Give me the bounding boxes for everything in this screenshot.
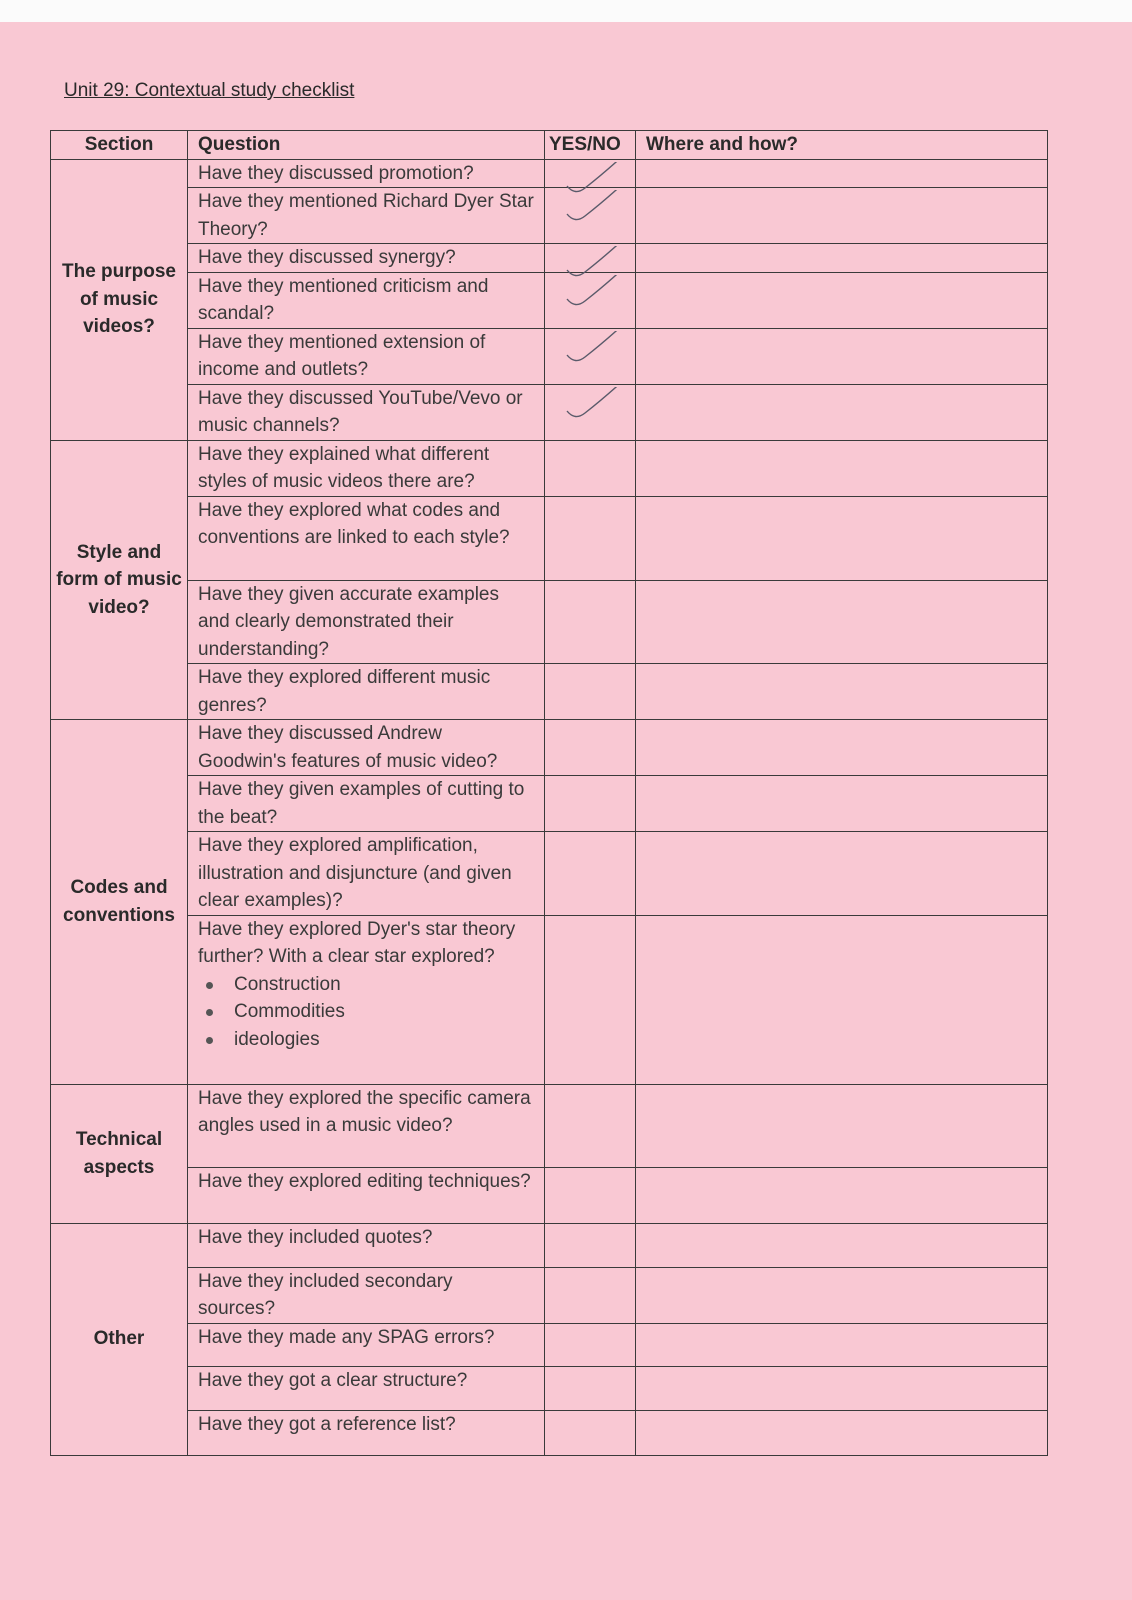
question-cell [188, 384, 545, 440]
section-label: Codes and conventions [51, 720, 188, 1085]
question-cell [188, 1410, 545, 1455]
table-row [51, 720, 1048, 776]
table-row [51, 580, 1048, 664]
question-text: Have they included secondary sources? [198, 1270, 453, 1319]
question-text: Have they explored different music genres? [198, 667, 491, 716]
where-how-cell[interactable] [636, 440, 1048, 496]
question-text: Have they explored editing techniques? [198, 1170, 531, 1192]
where-how-cell[interactable] [636, 1366, 1048, 1410]
table-row [51, 664, 1048, 720]
yesno-cell[interactable] [545, 1410, 636, 1455]
question-cell [188, 1167, 545, 1223]
question-text: Have they discussed Andrew Goodwin's features of music video? [198, 723, 498, 772]
question-cell [188, 664, 545, 720]
question-text: Have they given examples of cutting to the beat? [198, 779, 525, 828]
yesno-cell[interactable] [545, 915, 636, 1084]
where-how-cell[interactable] [636, 1323, 1048, 1366]
where-how-cell[interactable] [636, 244, 1048, 273]
handwritten-tick-icon [555, 331, 635, 385]
where-how-cell[interactable] [636, 328, 1048, 384]
table-row [51, 1267, 1048, 1323]
question-cell [188, 159, 545, 188]
where-how-cell[interactable] [636, 188, 1048, 244]
section-label: Style and form of music video? [51, 440, 188, 720]
section-label: The purpose of music videos? [51, 159, 188, 440]
yesno-cell[interactable] [545, 832, 636, 916]
bullet-item: Construction [224, 971, 534, 999]
bullet-item: ideologies [224, 1026, 534, 1054]
bullet-item: Commodities [224, 998, 534, 1026]
where-how-cell[interactable] [636, 496, 1048, 580]
yesno-cell[interactable] [545, 272, 636, 328]
where-how-cell[interactable] [636, 664, 1048, 720]
yesno-cell[interactable] [545, 776, 636, 832]
yesno-cell[interactable] [545, 244, 636, 273]
question-text: Have they mentioned Richard Dyer Star Theory? [198, 191, 534, 240]
checklist-table [50, 130, 1048, 1456]
question-text: Have they mentioned extension of income and outlets? [198, 331, 486, 380]
question-cell [188, 328, 545, 384]
question-cell [188, 1366, 545, 1410]
question-cell [188, 440, 545, 496]
table-row [51, 384, 1048, 440]
page-title: Unit 29: Contextual study checklist [64, 80, 355, 101]
question-text: Have they explored amplification, illustration and disjuncture (and given clear examples)? [198, 835, 512, 911]
header-yesno: YES/NO [545, 131, 636, 160]
yesno-cell[interactable] [545, 328, 636, 384]
table-row [51, 272, 1048, 328]
question-text: Have they got a reference list? [198, 1413, 456, 1435]
table-row [51, 776, 1048, 832]
question-cell [188, 580, 545, 664]
yesno-cell[interactable] [545, 580, 636, 664]
where-how-cell[interactable] [636, 159, 1048, 188]
question-cell [188, 832, 545, 916]
table-row [51, 1410, 1048, 1455]
header-question: Question [188, 131, 545, 160]
question-text: Have they given accurate examples and clearly demonstrated their understanding? [198, 583, 499, 660]
yesno-cell[interactable] [545, 1084, 636, 1167]
yesno-cell[interactable] [545, 440, 636, 496]
table-row [51, 915, 1048, 1084]
header-row [51, 131, 1048, 160]
section-label: Other [51, 1223, 188, 1455]
table-row [51, 1223, 1048, 1267]
yesno-cell[interactable] [545, 1366, 636, 1410]
where-how-cell[interactable] [636, 384, 1048, 440]
question-cell [188, 915, 545, 1084]
question-text: Have they got a clear structure? [198, 1369, 468, 1391]
handwritten-tick-icon [555, 387, 635, 441]
bullet-list [198, 971, 534, 1054]
question-cell [188, 496, 545, 580]
where-how-cell[interactable] [636, 1410, 1048, 1455]
table-row [51, 496, 1048, 580]
yesno-cell[interactable] [545, 720, 636, 776]
table-row [51, 1323, 1048, 1366]
handwritten-tick-icon [555, 275, 635, 329]
section-label: Technical aspects [51, 1084, 188, 1223]
question-text: Have they explored Dyer's star theory further? With a clear star explored? [198, 918, 516, 967]
yesno-cell[interactable] [545, 1267, 636, 1323]
table-row [51, 328, 1048, 384]
question-cell [188, 776, 545, 832]
question-cell [188, 188, 545, 244]
where-how-cell[interactable] [636, 580, 1048, 664]
header-where: Where and how? [636, 131, 1048, 160]
question-text: Have they explored what codes and conventions are linked to each style? [198, 499, 510, 548]
where-how-cell[interactable] [636, 776, 1048, 832]
question-cell [188, 720, 545, 776]
question-text: Have they included quotes? [198, 1226, 433, 1248]
where-how-cell[interactable] [636, 915, 1048, 1084]
yesno-cell[interactable] [545, 384, 636, 440]
question-cell [188, 272, 545, 328]
question-cell [188, 1223, 545, 1267]
question-cell [188, 1323, 545, 1366]
where-how-cell[interactable] [636, 1167, 1048, 1223]
yesno-cell[interactable] [545, 188, 636, 244]
yesno-cell[interactable] [545, 159, 636, 188]
question-text: Have they explored the specific camera angles used in a music video? [198, 1087, 531, 1136]
table-row [51, 440, 1048, 496]
table-row [51, 159, 1048, 188]
question-text: Have they discussed YouTube/Vevo or music channels? [198, 387, 523, 436]
yesno-cell[interactable] [545, 1223, 636, 1267]
header-section: Section [51, 131, 188, 160]
where-how-cell[interactable] [636, 272, 1048, 328]
question-text: Have they mentioned criticism and scandal? [198, 275, 489, 324]
table-row [51, 244, 1048, 273]
question-text: Have they discussed promotion? [198, 162, 474, 184]
where-how-cell[interactable] [636, 720, 1048, 776]
question-text: Have they made any SPAG errors? [198, 1326, 495, 1348]
question-cell [188, 1084, 545, 1167]
where-how-cell[interactable] [636, 1267, 1048, 1323]
table-row [51, 188, 1048, 244]
table-row [51, 1167, 1048, 1223]
yesno-cell[interactable] [545, 664, 636, 720]
where-how-cell[interactable] [636, 832, 1048, 916]
yesno-cell[interactable] [545, 1323, 636, 1366]
where-how-cell[interactable] [636, 1223, 1048, 1267]
handwritten-tick-icon [555, 190, 635, 244]
table-row [51, 1084, 1048, 1167]
question-text: Have they discussed synergy? [198, 247, 456, 268]
table-row [51, 832, 1048, 916]
yesno-cell[interactable] [545, 496, 636, 580]
question-cell [188, 244, 545, 273]
yesno-cell[interactable] [545, 1167, 636, 1223]
question-cell [188, 1267, 545, 1323]
question-text: Have they explained what different styles of music videos there are? [198, 443, 490, 492]
where-how-cell[interactable] [636, 1084, 1048, 1167]
table-row [51, 1366, 1048, 1410]
